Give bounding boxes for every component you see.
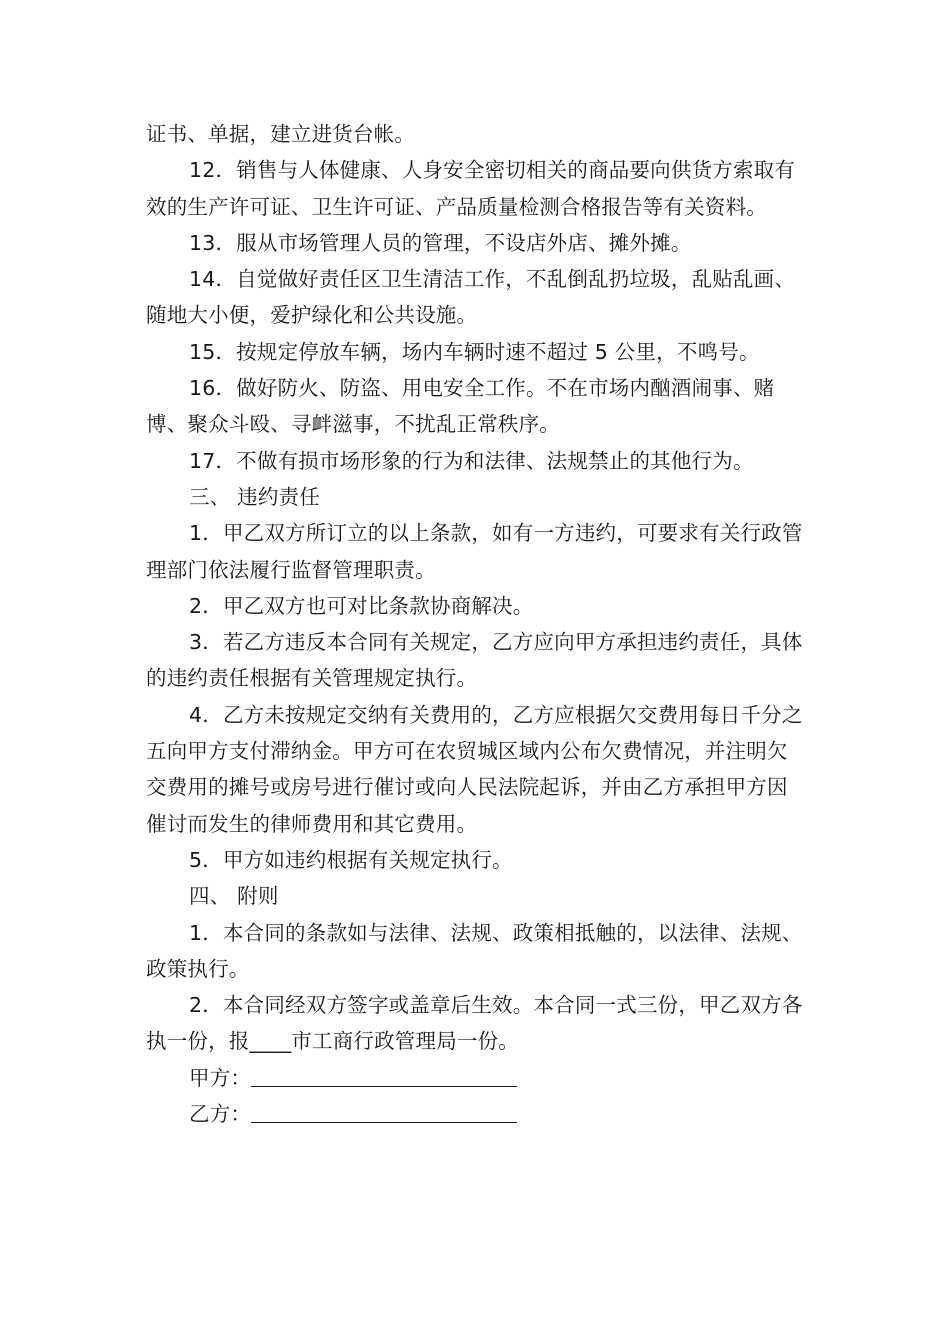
document-body: [146, 116, 806, 1132]
paragraph-0: 证书、单据，建立进货台帐。: [146, 122, 416, 146]
paragraph-5: 16．做好防火、防盗、用电安全工作。不在市场内酗酒闹事、赌博、聚众斗殴、寻衅滋事，不扰乱正常秩序。: [146, 376, 775, 437]
section-heading-breach: 三、 违约责任: [189, 484, 320, 509]
party-a-signature-line[interactable]: [251, 1066, 517, 1087]
paragraph-12: 5．甲方如违约根据有关规定执行。: [189, 847, 513, 872]
section-heading-appendix: 四、 附则: [189, 884, 279, 909]
paragraph-1: 12．销售与人体健康、人身安全密切相关的商品要向供货方索取有效的生产许可证、卫生许可证、产品质量检测合格报告等有关资料。: [146, 158, 796, 219]
party-b-signature-row: [146, 1096, 806, 1132]
paragraph-15: 2．本合同经双方签字或盖章后生效。本合同一式三份，甲乙双方各执一份，报____市工商行政管理局一份。: [146, 993, 803, 1054]
paragraph-11: 4．乙方未按规定交纳有关费用的，乙方应根据欠交费用每日千分之五向甲方支付滞纳金。甲方可在农贸城区域内公布欠费情况，并注明欠交费用的摊号或房号进行催讨或向人民法院起诉，并由乙方承担甲方因催讨而发生的律师费用和其它费用。: [146, 702, 803, 836]
paragraph-8: 1．甲乙双方所订立的以上条款，如有一方违约，可要求有关行政管理部门依法履行监督管理职责。: [146, 521, 803, 582]
party-b-signature-line[interactable]: [251, 1102, 517, 1123]
party-a-label: 甲方：: [189, 1065, 252, 1090]
paragraph-10: 3．若乙方违反本合同有关规定，乙方应向甲方承担违约责任，具体的违约责任根据有关管理规定执行。: [146, 630, 803, 691]
paragraph-14: 1．本合同的条款如与法律、法规、政策相抵触的，以法律、法规、政策执行。: [146, 920, 803, 981]
paragraph-9: 2．甲乙双方也可对比条款协商解决。: [189, 593, 534, 618]
paragraph-4: 15．按规定停放车辆，场内车辆时速不超过 5 公里，不鸣号。: [189, 339, 760, 364]
party-a-signature-row: [146, 1060, 806, 1096]
party-b-label: 乙方：: [189, 1102, 252, 1127]
paragraph-2: 13．服从市场管理人员的管理，不设店外店、摊外摊。: [189, 230, 692, 255]
paragraph-6: 17．不做有损市场形象的行为和法律、法规禁止的其他行为。: [189, 448, 754, 473]
paragraph-3: 14．自觉做好责任区卫生清洁工作，不乱倒乱扔垃圾，乱贴乱画、随地大小便，爱护绿化和公共设施。: [146, 267, 796, 328]
